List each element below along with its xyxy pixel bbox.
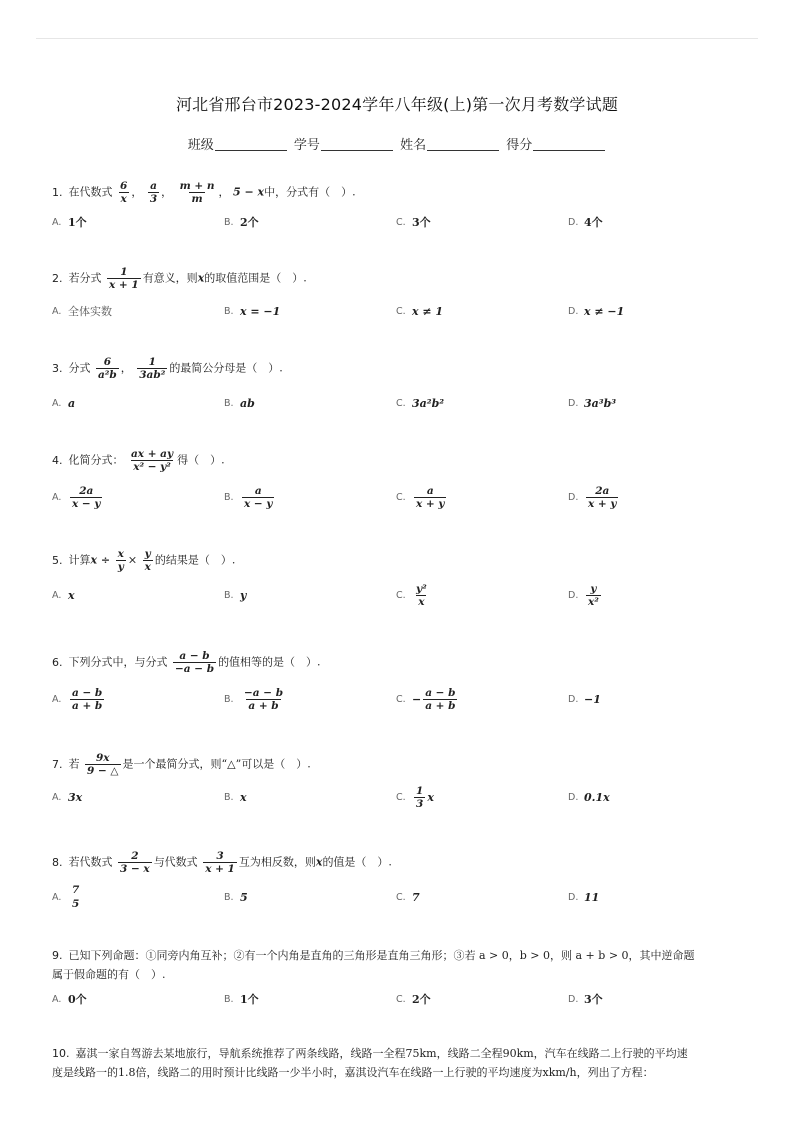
option-d[interactable]: D. $\frac{2a}{x + y}$ — [568, 484, 617, 510]
option-d[interactable]: D. 4个 — [568, 216, 603, 229]
option-a[interactable]: A. 0个 — [52, 993, 87, 1006]
option-c[interactable]: C. $\frac{\text{y²}}{x}$ — [396, 582, 427, 608]
page-title: 河北省邢台市2023-2024学年八年级(上)第一次月考数学试题 — [175, 95, 619, 114]
question-7-options — [52, 782, 752, 812]
option-a[interactable]: A. 全体实数 — [52, 305, 112, 318]
question-2: 2. 若分式 $\frac{1}{x + 1}$ 有意义，则x的取值范围是（ ）. — [52, 266, 307, 291]
option-d[interactable]: D. $\frac{y}{\text{x²}}$ — [568, 582, 599, 608]
question-1-options — [52, 207, 752, 237]
option-b[interactable]: B. 1个 — [224, 993, 259, 1006]
question-6: 6. 下列分式中，与分式 $\frac{a - b}{-a - b}$ 的值相等的是（ ）. — [52, 650, 321, 675]
question-9: 9. 已知下列命题：①同旁内角互补；②有一个内角是直角的三角形是直角三角形；③若 a > 0，b > 0，则 a + b > 0，其中逆命题 属于假命题的有（ ）. — [52, 949, 695, 981]
fraction: $\frac{1}{\text{3ab²}}$ — [139, 356, 166, 381]
option-b[interactable]: B. 5 — [224, 890, 248, 904]
fraction: $\frac{y}{x}$ — [144, 548, 151, 573]
option-d[interactable]: D. −1 — [568, 692, 601, 706]
fraction: $\frac{a}{3}$ — [149, 180, 158, 205]
fraction: $\frac{m + n}{m}$ — [179, 180, 215, 205]
option-b[interactable]: B. x = −1 — [224, 304, 281, 318]
option-c[interactable]: C. x ≠ 1 — [396, 304, 444, 318]
option-a[interactable]: A. $\frac{2a}{x - y}$ — [52, 484, 101, 510]
fraction: $\frac{ax + ay}{\text{x² − y²}}$ — [131, 448, 174, 473]
option-c[interactable]: C. 3个 — [396, 216, 431, 229]
option-b[interactable]: B. 2个 — [224, 216, 259, 229]
header-divider — [36, 38, 758, 39]
name-label: 姓名 — [400, 138, 427, 153]
question-3-options — [52, 388, 752, 418]
student-info-row — [0, 134, 794, 153]
option-d[interactable]: D. 11 — [568, 890, 600, 904]
option-d[interactable]: D. 3个 — [568, 993, 603, 1006]
fraction: $\frac{1}{x + 1}$ — [109, 266, 139, 291]
student-number-label: 学号 — [293, 138, 320, 153]
question-6-options — [52, 684, 752, 714]
option-b[interactable]: B. y — [224, 588, 247, 602]
option-b[interactable]: B. x — [224, 790, 247, 804]
fraction: $\frac{a - b}{-a - b}$ — [175, 650, 215, 675]
option-a[interactable]: A. 1个 — [52, 216, 87, 229]
option-a[interactable]: A. x — [52, 588, 75, 602]
option-a[interactable]: A. a — [52, 396, 76, 410]
question-7: 7. 若 $\frac{9x}{9 - \triangle}$ 是一个最简分式，则“△”可以是（ ）. — [52, 752, 311, 777]
question-10: 10. 嘉淇一家自驾游去某地旅行，导航系统推荐了两条线路，线路一全程75km，线路二全程90km，汽车在线路二上行驶的平均速 度是线路一的1.8倍，线路二的用时预计比线路一少半小时，嘉淇设汽车在线路一上行驶的平均速度为xkm/h，列出了方程： — [52, 1047, 688, 1079]
option-c[interactable]: C. 3a²b² — [396, 396, 445, 410]
fraction: $\frac{6}{x}$ — [120, 180, 128, 205]
option-d[interactable]: D. 3a³b³ — [568, 396, 617, 410]
option-c[interactable]: C. $\frac{a}{x + y}$ — [396, 484, 445, 510]
question-5-options — [52, 580, 752, 610]
question-3: 3. 分式 $\frac{6}{\text{a²b}}$ ， $\frac{1}{\text{3ab²}}$ 的最简公分母是（ ）. — [52, 356, 283, 381]
fraction: $\frac{9x}{9 - \triangle}$ — [87, 752, 119, 777]
fraction: $\frac{2}{3 - x}$ — [120, 850, 150, 875]
question-8-options — [52, 882, 752, 912]
score-blank — [533, 138, 605, 151]
question-8: 8. 若代数式 $\frac{2}{3 - x}$ 与代数式 $\frac{3}{x + 1}$ 互为相反数，则x的值是（ ）. — [52, 850, 392, 875]
option-d[interactable]: D. 0.1x — [568, 790, 610, 804]
question-9-options — [52, 984, 752, 1014]
score-label: 得分 — [506, 138, 533, 153]
fraction: $\frac{6}{\text{a²b}}$ — [98, 356, 117, 381]
option-c[interactable]: C. 7 — [396, 890, 420, 904]
option-a[interactable]: A. 3x — [52, 790, 83, 804]
question-2-options — [52, 296, 752, 326]
student-number-blank — [321, 138, 393, 151]
fraction: $\frac{x}{y}$ — [117, 548, 124, 573]
option-a[interactable]: A. 7 5 — [52, 884, 80, 910]
question-4-options — [52, 482, 752, 512]
option-c[interactable]: C. − $\frac{a - b}{a + b}$ — [396, 686, 456, 712]
question-4: 4. 化简分式： $\frac{ax + ay}{\text{x² − y²}}$ 得（ ）. — [52, 448, 225, 473]
option-b[interactable]: B. ab — [224, 396, 255, 410]
fraction: $\frac{3}{x + 1}$ — [205, 850, 235, 875]
class-blank — [215, 138, 287, 151]
question-1: 1. 在代数式 $\frac{6}{x}$ ， $\frac{a}{3}$ ， $\frac{m + n}{m}$ ， 5 − x中，分式有（ ）. — [52, 180, 356, 205]
option-c[interactable]: C. 2个 — [396, 993, 431, 1006]
option-b[interactable]: B. $\frac{a}{x - y}$ — [224, 484, 273, 510]
class-label: 班级 — [187, 138, 214, 153]
name-blank — [427, 138, 499, 151]
option-d[interactable]: D. x ≠ −1 — [568, 304, 625, 318]
option-a[interactable]: A. $\frac{a - b}{a + b}$ — [52, 686, 103, 712]
option-c[interactable]: C. $\frac{1}{3}$ x — [396, 784, 434, 810]
question-5: 5. 计算x ÷ $\frac{x}{y}$ × $\frac{y}{x}$ 的结果是（ ）. — [52, 548, 236, 573]
option-b[interactable]: B. $\frac{-a - b}{a + b}$ — [224, 686, 284, 712]
